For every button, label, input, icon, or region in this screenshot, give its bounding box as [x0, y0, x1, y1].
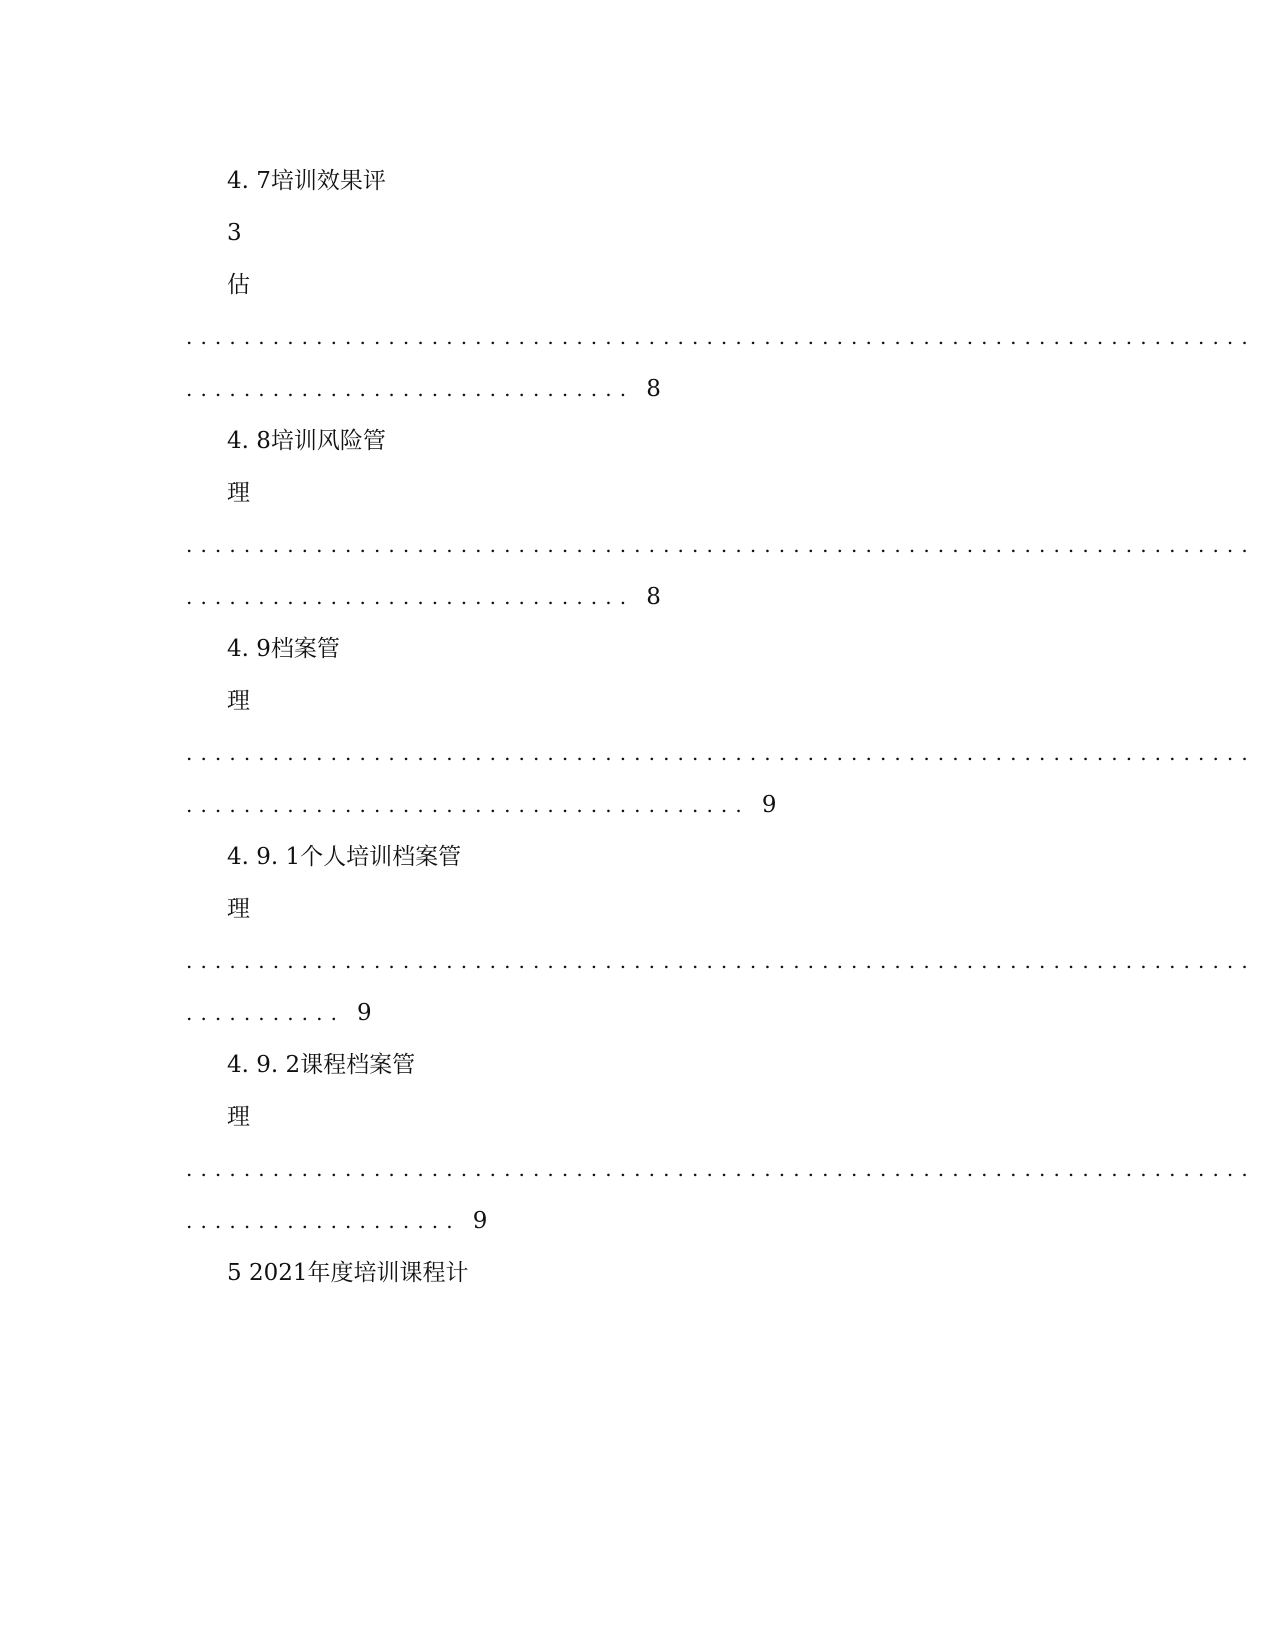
toc-page-number[interactable]: 8 — [646, 376, 661, 402]
toc-leader-dots: .......................................................................... — [186, 949, 1256, 973]
toc-entry-title[interactable]: 4. 7培训效果评 — [227, 168, 386, 194]
toc-entry-title-fragment: 理 — [227, 1104, 250, 1130]
toc-entry-title[interactable]: 4. 9. 2课程档案管 — [227, 1052, 416, 1078]
toc-entry-title-fragment: 3 — [227, 220, 242, 246]
toc-entry-title[interactable]: 4. 9. 1个人培训档案管 — [227, 844, 462, 870]
toc-entry-title-fragment: 理 — [227, 480, 250, 506]
toc-page-number[interactable]: 8 — [646, 584, 661, 610]
toc-leader-dots: ............................... — [186, 377, 635, 401]
toc-entry-title[interactable]: 5 2021年度培训课程计 — [227, 1260, 469, 1286]
toc-leader-dots: .......................................................................... — [186, 1157, 1256, 1181]
toc-leader-dots: .......................................................................... — [186, 325, 1256, 349]
toc-leader-row — [186, 374, 661, 404]
toc-leader-dots: .......................................................................... — [186, 741, 1256, 765]
toc-leader-dots: ........... — [186, 1001, 346, 1025]
toc-leader-dots: ............................... — [186, 585, 635, 609]
toc-page-number[interactable]: 9 — [357, 1000, 372, 1026]
toc-entry-title[interactable]: 4. 9档案管 — [227, 636, 340, 662]
toc-leader-row — [186, 790, 776, 820]
toc-page-number[interactable]: 9 — [761, 792, 777, 818]
toc-leader-dots: .......................................................................... — [186, 533, 1256, 557]
toc-leader-row — [186, 1206, 487, 1236]
toc-leader-dots: ................... — [186, 1209, 461, 1233]
toc-entry-title-fragment: 理 — [227, 688, 250, 714]
toc-leader-row — [186, 582, 661, 612]
toc-entry-title-fragment: 理 — [227, 896, 250, 922]
toc-page-number[interactable]: 9 — [472, 1208, 488, 1234]
toc-entry-title[interactable]: 4. 8培训风险管 — [227, 428, 386, 454]
toc-leader-row — [186, 998, 372, 1028]
toc-entry-title-fragment: 估 — [227, 272, 250, 298]
toc-leader-dots: ....................................... — [186, 793, 750, 817]
